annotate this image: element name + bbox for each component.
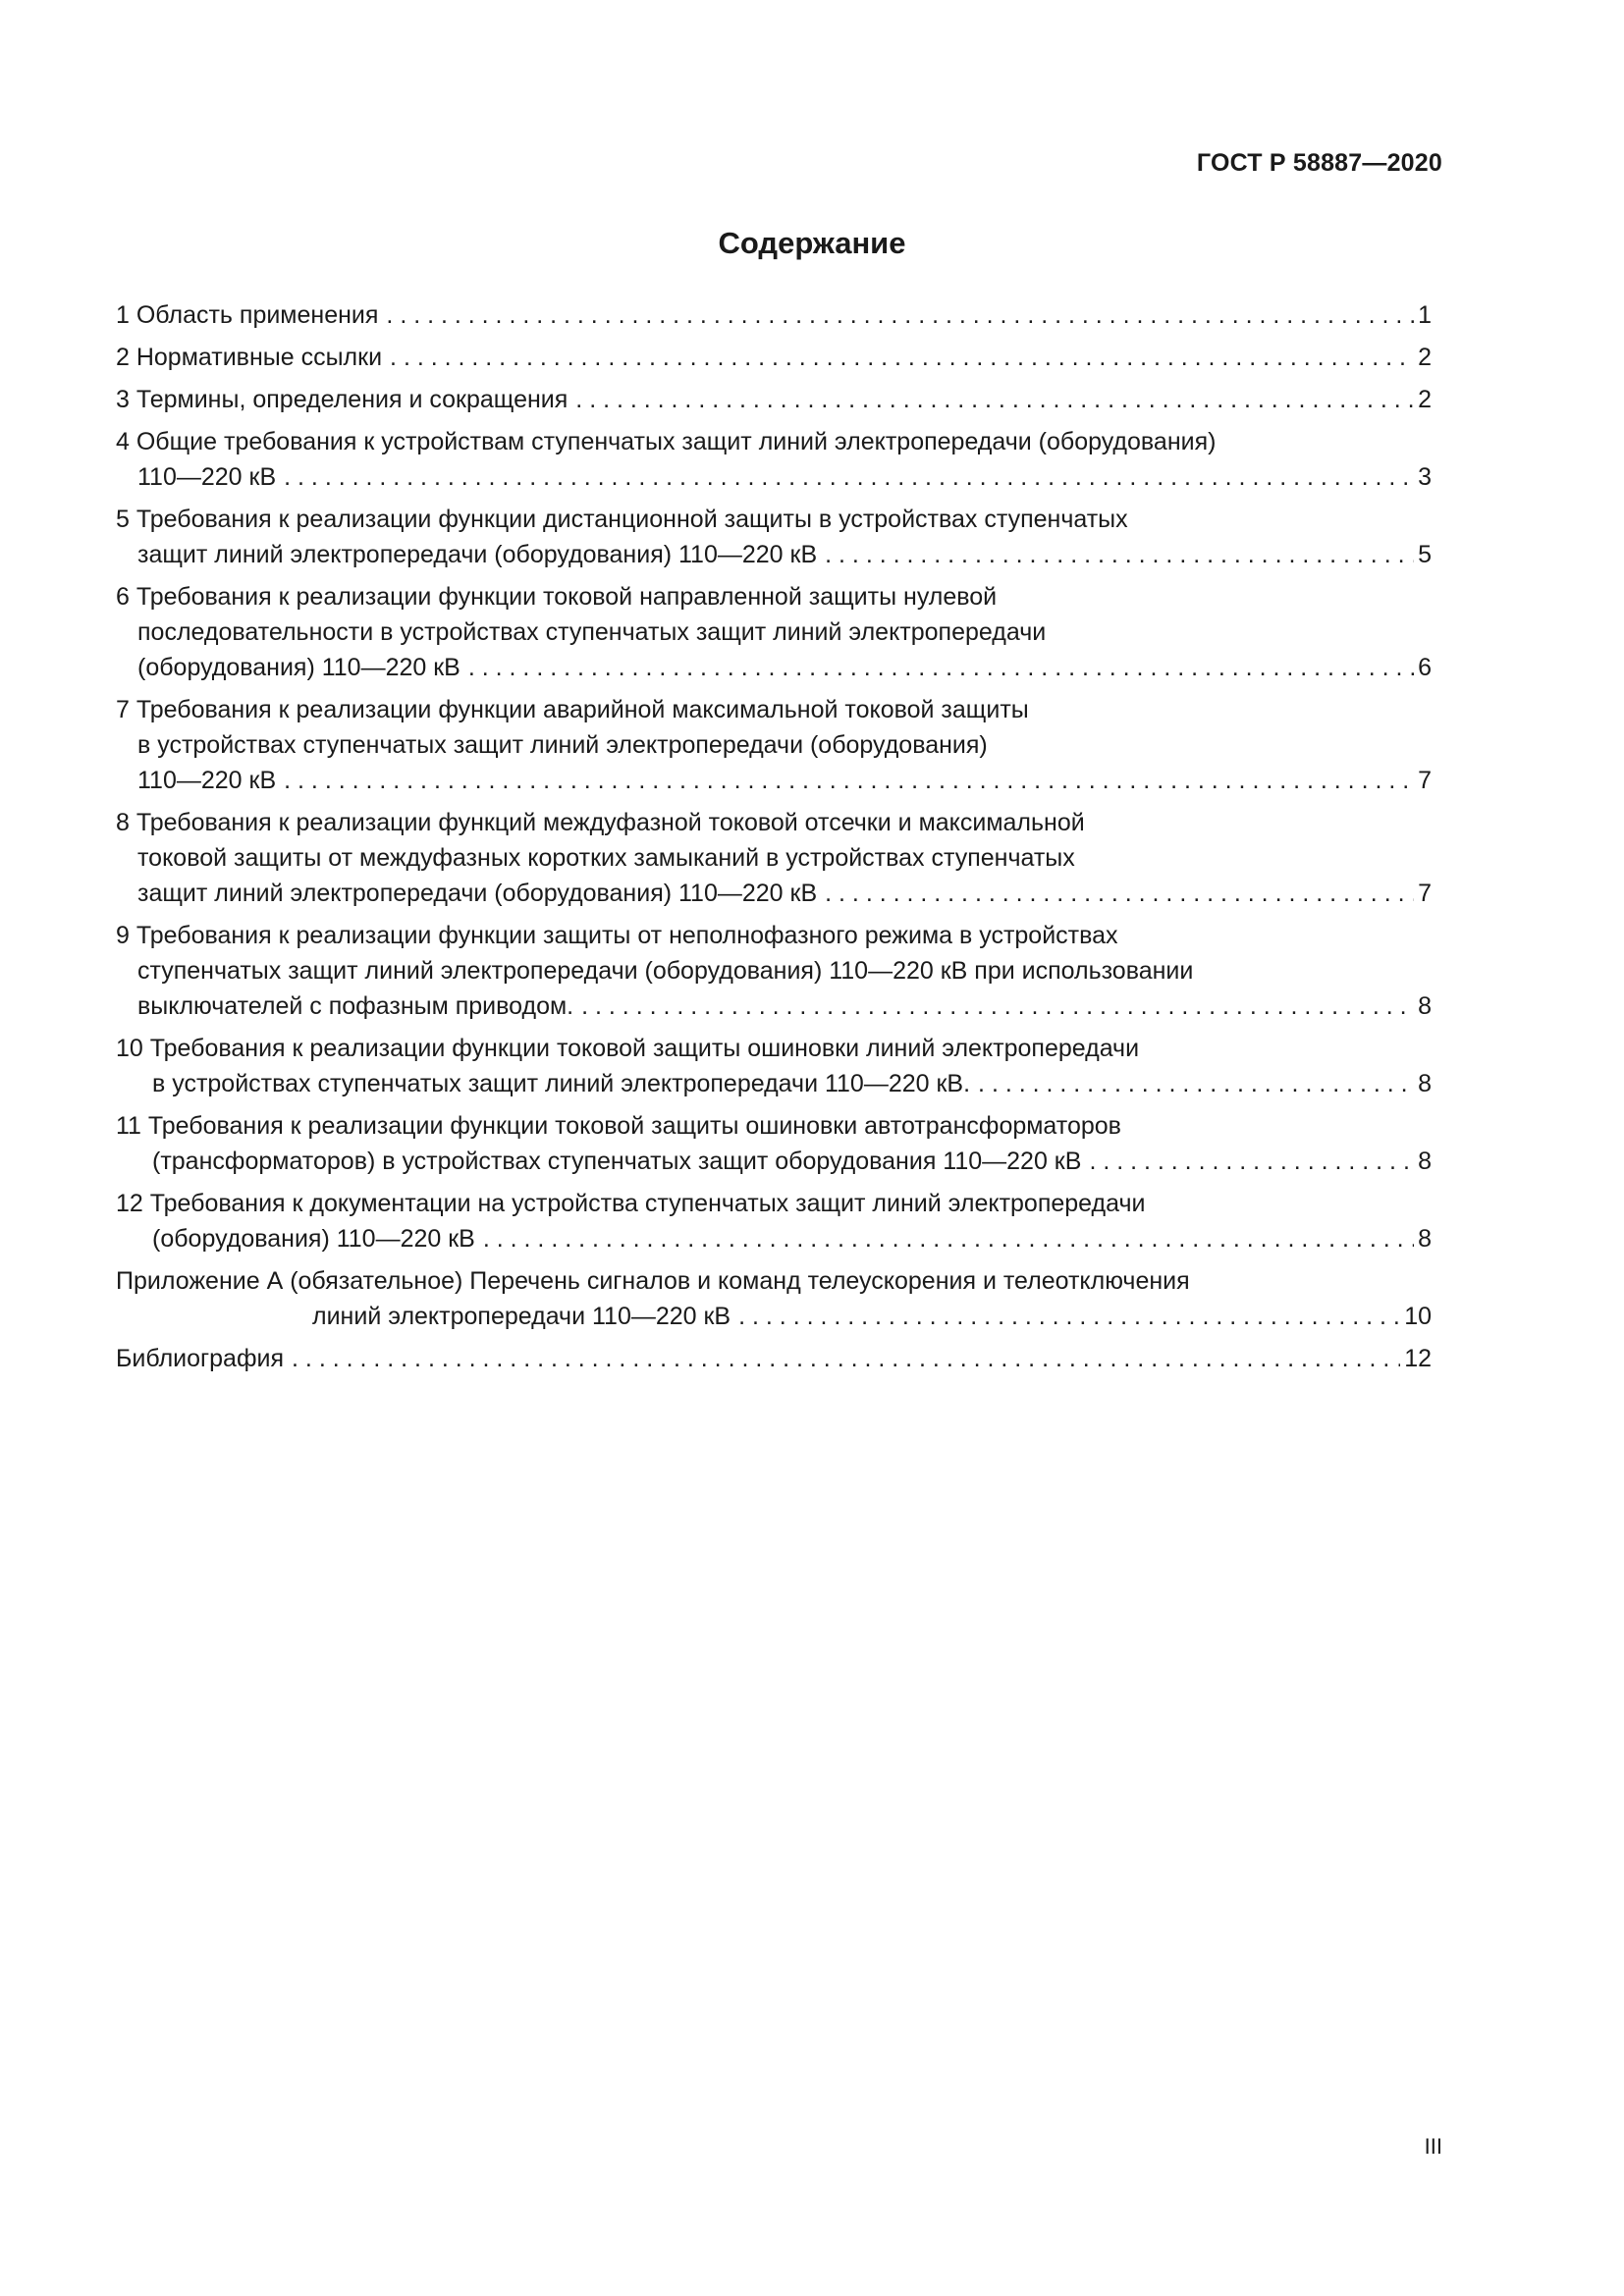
document-code: ГОСТ Р 58887—2020 — [1196, 149, 1442, 177]
toc-entry-text: защит линий электропередачи (оборудования) 110—220 кВ — [137, 541, 818, 568]
toc-entry-text: защит линий электропередачи (оборудования) 110—220 кВ — [137, 880, 818, 907]
toc-entry-text: Приложение А (обязательное) Перечень сигналов и команд телеускорения и телеотключения — [116, 1267, 1190, 1295]
toc-entry[interactable] — [116, 1263, 1432, 1334]
toc-page-number: 7 — [1418, 880, 1432, 907]
toc-page-number: 1 — [1418, 301, 1432, 329]
dot-leader — [1081, 1144, 1414, 1179]
toc-entry[interactable] — [116, 918, 1432, 1024]
dot-leader — [731, 1299, 1400, 1334]
toc-entry-text: 1 Область применения — [116, 301, 379, 329]
toc-entry[interactable] — [116, 502, 1432, 572]
toc-entry-text: 6 Требования к реализации функции токовой направленной защиты нулевой — [116, 583, 998, 611]
toc-entry-text: (оборудования) 110—220 кВ — [152, 1225, 475, 1253]
toc-entry-text: 7 Требования к реализации функции аварийной максимальной токовой защиты — [116, 696, 1029, 723]
toc-entry[interactable] — [116, 805, 1432, 911]
toc-page-number: 7 — [1418, 767, 1432, 794]
toc-title: Содержание — [718, 226, 906, 260]
toc-entry-text: линий электропередачи 110—220 кВ — [312, 1303, 731, 1330]
toc-page-number: 2 — [1418, 386, 1432, 413]
toc-entry-text: 10 Требования к реализации функции токовой защиты ошиновки линий электропередачи — [116, 1035, 1140, 1062]
toc-entry[interactable] — [116, 1341, 1432, 1376]
toc-entry-text: в устройствах ступенчатых защит линий электропередачи (оборудования) — [137, 731, 988, 759]
toc-entry-text: 9 Требования к реализации функции защиты от неполнофазного режима в устройствах — [116, 922, 1118, 949]
toc-page-number: 8 — [1418, 1225, 1432, 1253]
toc-page-number: 2 — [1418, 344, 1432, 371]
toc-page-number: 8 — [1418, 1070, 1432, 1097]
dot-leader — [573, 988, 1414, 1024]
toc-page-number: 12 — [1404, 1345, 1432, 1372]
toc-entry-text: 110—220 кВ — [137, 767, 277, 794]
toc-page-number: 8 — [1418, 992, 1432, 1020]
dot-leader — [276, 763, 1414, 798]
dot-leader — [378, 297, 1414, 333]
toc-entry[interactable] — [116, 692, 1432, 798]
dot-leader — [475, 1221, 1414, 1256]
toc-entry-text: в устройствах ступенчатых защит линий электропередачи 110—220 кВ. — [152, 1070, 971, 1097]
toc-page-number: 10 — [1404, 1303, 1432, 1330]
dot-leader — [817, 537, 1414, 572]
toc-entry-text: 5 Требования к реализации функции дистанционной защиты в устройствах ступенчатых — [116, 506, 1128, 533]
toc-entry-text: 12 Требования к документации на устройства ступенчатых защит линий электропередачи — [116, 1190, 1146, 1217]
toc-entry[interactable] — [116, 1186, 1432, 1256]
toc-entry-text: ступенчатых защит линий электропередачи (оборудования) 110—220 кВ при использовании — [137, 957, 1194, 985]
toc-entry-text: 8 Требования к реализации функций междуфазной токовой отсечки и максимальной — [116, 809, 1085, 836]
toc-entry-text: 4 Общие требования к устройствам ступенчатых защит линий электропередачи (оборудования) — [116, 428, 1217, 455]
dot-leader — [284, 1341, 1400, 1376]
page-number: III — [1424, 2134, 1442, 2159]
toc-entry-text: последовательности в устройствах ступенчатых защит линий электропередачи — [137, 618, 1047, 646]
toc-entry-text: (трансформаторов) в устройствах ступенчатых защит оборудования 110—220 кВ — [152, 1148, 1082, 1175]
toc-entry-text: 2 Нормативные ссылки — [116, 344, 383, 371]
dot-leader — [382, 340, 1414, 375]
toc-entry[interactable] — [116, 297, 1432, 333]
toc-entry-text: 110—220 кВ — [137, 463, 277, 491]
toc-entry[interactable] — [116, 382, 1432, 417]
toc-entry-text: Библиография — [116, 1345, 285, 1372]
dot-leader — [276, 459, 1414, 495]
toc-entry[interactable] — [116, 579, 1432, 685]
toc-entry-text: токовой защиты от междуфазных коротких замыканий в устройствах ступенчатых — [137, 844, 1075, 872]
toc-entry-text: 3 Термины, определения и сокращения — [116, 386, 568, 413]
toc-page-number: 5 — [1418, 541, 1432, 568]
dot-leader — [970, 1066, 1414, 1101]
dot-leader — [568, 382, 1414, 417]
toc-entry[interactable] — [116, 340, 1432, 375]
dot-leader — [817, 876, 1414, 911]
table-of-contents — [116, 297, 1432, 1383]
toc-page-number: 3 — [1418, 463, 1432, 491]
toc-entry-text: 11 Требования к реализации функции токовой защиты ошиновки автотрансформаторов — [116, 1112, 1121, 1140]
toc-page-number: 8 — [1418, 1148, 1432, 1175]
toc-entry-text: (оборудования) 110—220 кВ — [137, 654, 460, 681]
toc-entry[interactable] — [116, 1031, 1432, 1101]
toc-entry-text: выключателей с пофазным приводом. — [137, 992, 574, 1020]
toc-page-number: 6 — [1418, 654, 1432, 681]
toc-entry[interactable] — [116, 1108, 1432, 1179]
toc-entry[interactable] — [116, 424, 1432, 495]
dot-leader — [460, 650, 1414, 685]
